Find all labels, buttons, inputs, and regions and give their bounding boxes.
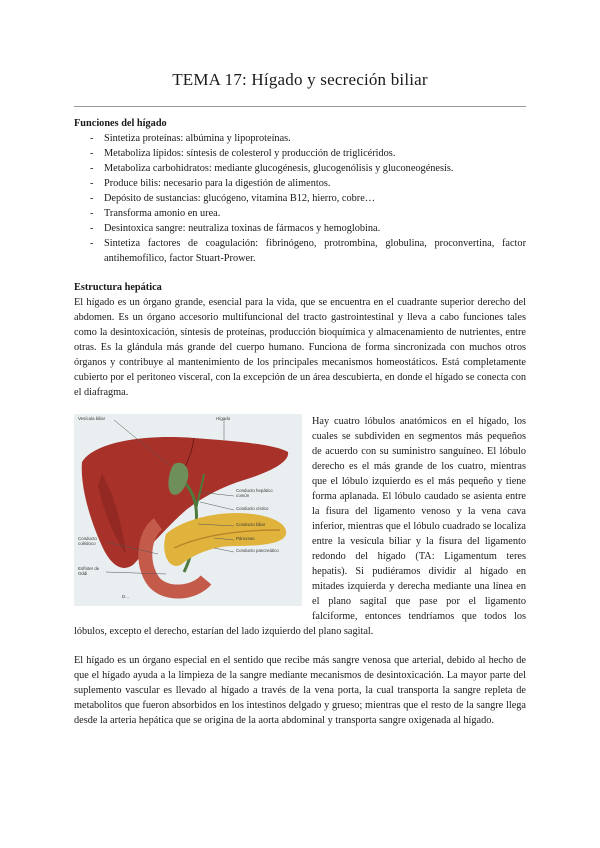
list-item: - Produce bilis: necesario para la digestión de alimentos. bbox=[74, 176, 526, 191]
label-vesicula: Vesícula biliar bbox=[78, 416, 106, 421]
funciones-list bbox=[74, 131, 526, 266]
list-item: - Depósito de sustancias: glucógeno, vitamina B12, hierro, cobre… bbox=[74, 191, 526, 206]
list-item: - Sintetiza factores de coagulación: fibrinógeno, protrombina, globulina, proconvertina, factor antihemofílico, factor Stuart-Prower. bbox=[74, 236, 526, 266]
label-conducto-coledoco: Conducto colédoco bbox=[78, 536, 97, 546]
list-item: - Desintoxica sangre: neutraliza toxinas de fármacos y hemoglobina. bbox=[74, 221, 526, 236]
label-pancreas: Páncreas bbox=[236, 536, 255, 541]
section-heading-funciones: Funciones del hígado bbox=[74, 118, 167, 129]
paragraph-intro: El hígado es un órgano grande, esencial para la vida, que se encuentra en el cuadrante superior derecho del abdomen. Es un órgano accesorio multifuncional del tracto gastrointestinal y lleva a cabo funciones tales como la desintoxicación, síntesis de proteínas, producción bioquímica y almacenamiento de nutrientes, entre otras. Es la glándula más grande del cuerpo humano. Funciona de forma sincronizada con muchos otros órganos y contribuye al mantenimiento de los principales mecanismos homeostáticos. Está completamente cubierto por el peritoneo visceral, con la excepción de un área descubierta, en donde el hígado se conecta con el diafragma. bbox=[74, 297, 526, 398]
liver-anatomy-figure bbox=[74, 414, 302, 606]
label-duodeno: D... bbox=[122, 594, 129, 599]
label-conducto-pancreatico: Conducto pancreático bbox=[236, 548, 279, 553]
paragraph-lobulos: Hay cuatro lóbulos anatómicos en el hígado, los cuales se subdividen en segmentos más pequeños de acuerdo con su suministro sanguíneo. El lóbulo derecho es el más grande de los cuatro, mientras que el lóbulo izquierdo es el más pequeño y tiene forma aplanada. El lóbulo caudado se asienta entre la fisura del ligamento venoso y la vena cava inferior, mientras que el lóbulo cuadrado se localiza entre la vesícula biliar y la fisura del ligamento redondo del hígado (TA: Ligamentum teres hepatis). Si pudiéramos dividir al hígado en mitades izquierda y derecha mediante una línea en el plano sagital que pase por el ligamento falciforme, entonces tendríamos que todos los lóbulos, excepto el derecho, estarían del lado izquierdo del plano sagital. bbox=[74, 416, 526, 637]
page-title: TEMA 17: Hígado y secreción biliar bbox=[172, 70, 428, 89]
document-body bbox=[74, 116, 526, 728]
list-item: - Transforma amonio en urea. bbox=[74, 206, 526, 221]
title-divider bbox=[74, 106, 526, 107]
label-higado: Hígado bbox=[216, 416, 231, 421]
label-conducto-biliar: Conducto biliar bbox=[236, 522, 266, 527]
list-item: - Metaboliza lípidos: síntesis de colesterol y producción de triglicéridos. bbox=[74, 146, 526, 161]
paragraph-irrigacion: El hígado es un órgano especial en el sentido que recibe más sangre venosa que arterial, debido al hecho de que el hígado ayuda a la limpieza de la sangre mediante mecanismos de desintoxicación. La mayor parte del suplemento vascular es llevado al hígado a través de la vena porta, la cual transporta la sangre repleta de metabolitos que fueron absorbidos en los intestinos delgado y grueso; mientras que el resto de la sangre llega desde la arteria hepática que se origina de la aorta abdominal y transporta sangre oxigenada al hígado. bbox=[74, 655, 526, 726]
list-item: - Metaboliza carbohidratos: mediante glucogénesis, glucogenólisis y gluconeogénesis. bbox=[74, 161, 526, 176]
section-heading-estructura: Estructura hepática bbox=[74, 282, 162, 293]
label-conducto-hepatico: Conducto hepático común bbox=[236, 488, 273, 498]
label-conducto-cistico: Conducto cístico bbox=[236, 506, 269, 511]
label-esfinter: Esfínter de Oddi bbox=[78, 566, 100, 576]
list-item: - Sintetiza proteínas: albúmina y lipoproteínas. bbox=[74, 131, 526, 146]
